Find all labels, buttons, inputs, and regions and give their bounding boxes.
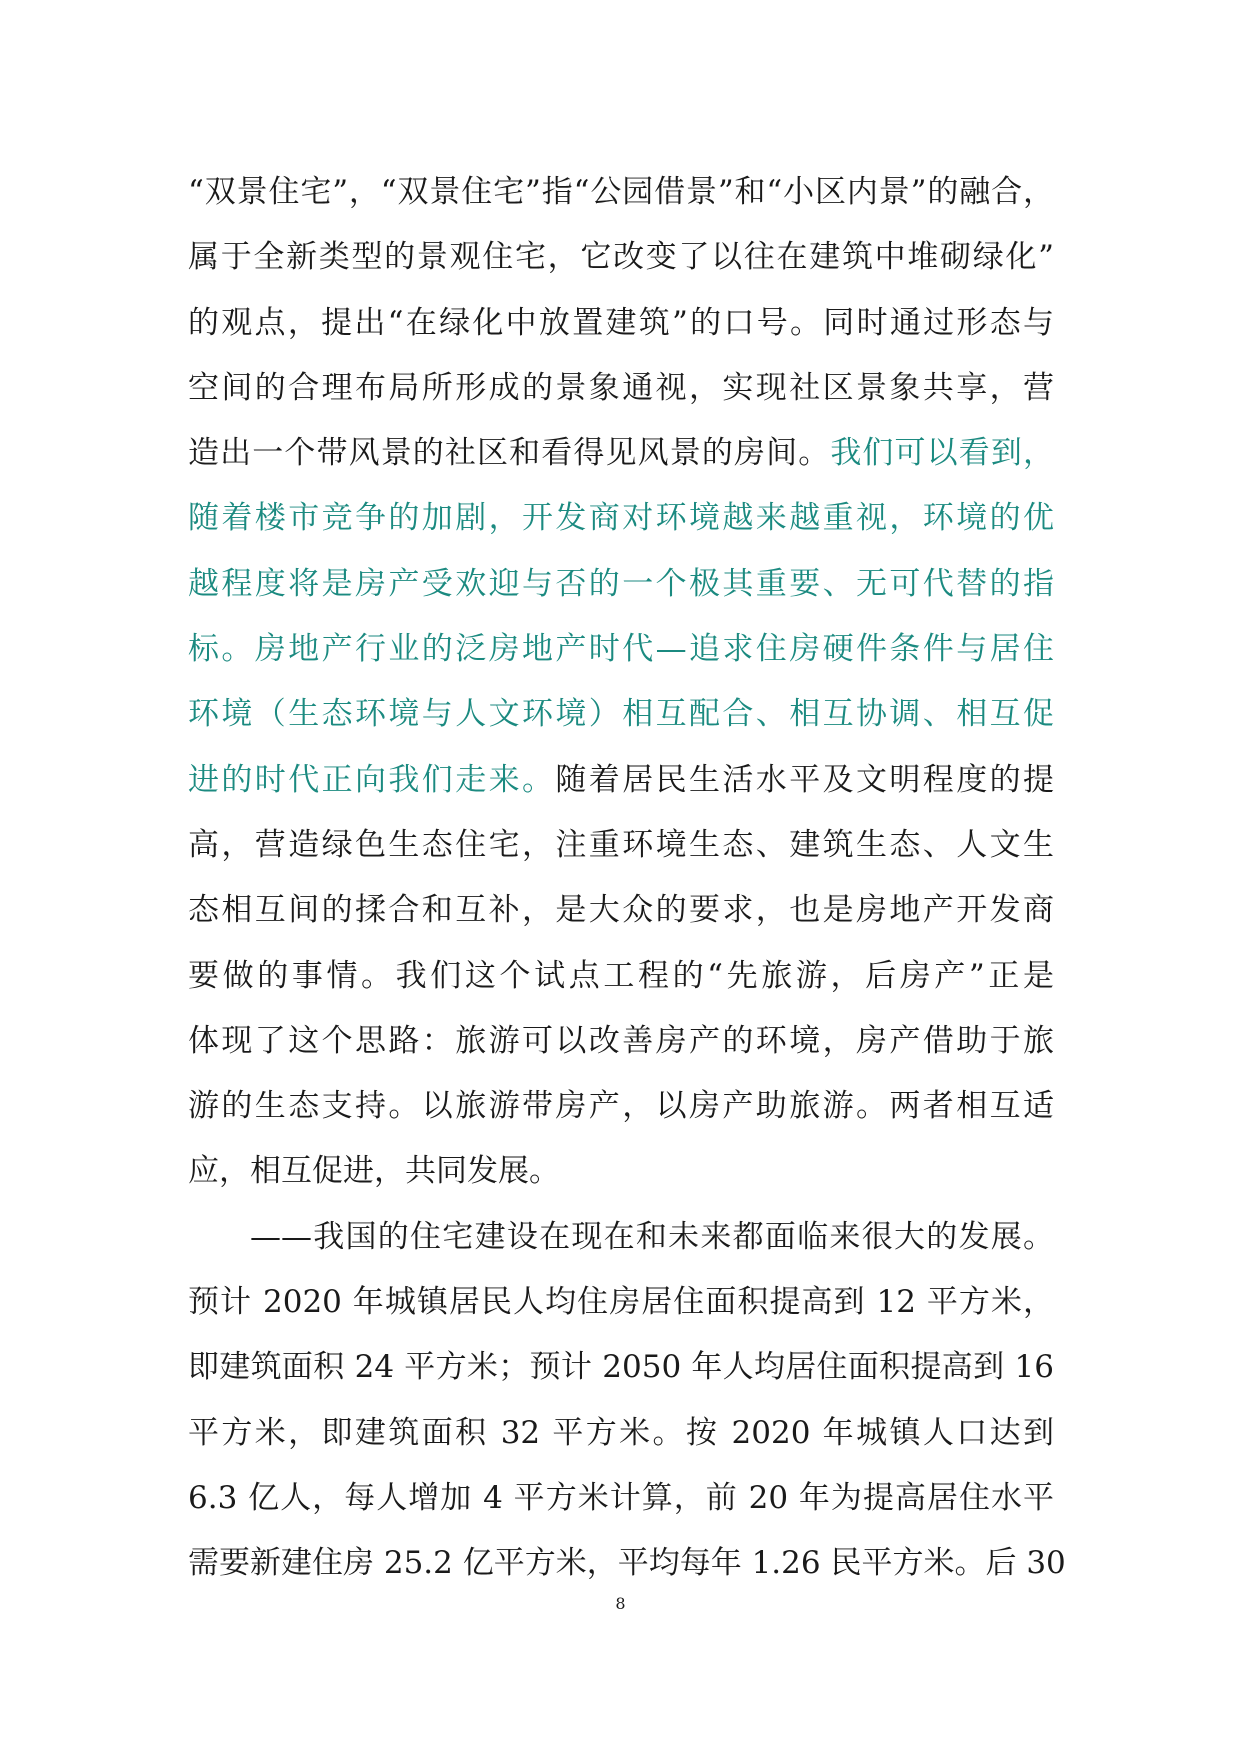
text-line: 平方米，即建筑面积 32 平方米。按 2020 年城镇人口达到 [188,1414,1054,1451]
text-line: 需要新建住房 25.2 亿平方米，平均每年 1.26 民平方米。后 30 [188,1545,1066,1582]
text-line: 空间的合理布局所形成的景象通视，实现社区景象共享，营 [188,369,1054,406]
text-line: 要做的事情。我们这个试点工程的“先旅游，后房产”正是 [188,957,1054,994]
text-line: “双景住宅”，“双景住宅”指“公园借景”和“小区内景”的融合， [188,174,1054,210]
highlighted-text-line: 环境（生态环境与人文环境）相互配合、相互协调、相互促 [188,696,1054,733]
text-line: 属于全新类型的景观住宅，它改变了以往在建筑中堆砌绿化” [188,239,1054,276]
text-line: 即建筑面积 24 平方米；预计 2050 年人均居住面积提高到 16 [188,1349,1054,1386]
text-line-mixed [188,421,1054,486]
highlighted-text-line: 越程度将是房产受欢迎与否的一个极其重要、无可代替的指 [188,565,1054,602]
text-line: 高，营造绿色生态住宅，注重环境生态、建筑生态、人文生 [188,826,1054,863]
text-line: 体现了这个思路：旅游可以改善房产的环境，房产借助于旅 [188,1022,1054,1059]
highlighted-text-line: 标。房地产行业的泛房地产时代—追求住房硬件条件与居住 [188,631,1054,668]
highlighted-text-segment: 我们可以看到， [830,435,1055,472]
paragraph-first-line: ——我国的住宅建设在现在和未来都面临来很大的发展。 [250,1218,1054,1255]
text-line: 6.3 亿人，每人增加 4 平方米计算，前 20 年为提高居住水平 [188,1479,1054,1516]
page-number: 8 [615,1594,626,1613]
text-segment: 随着居民生活水平及文明程度的提 [555,761,1055,798]
highlighted-text-line: 随着楼市竞争的加剧，开发商对环境越来越重视，环境的优 [188,500,1054,537]
body-text [188,160,1066,1597]
text-segment: 造出一个带风景的社区和看得见风景的房间。 [188,435,831,472]
text-line: 态相互间的揉合和互补，是大众的要求，也是房地产开发商 [188,892,1054,929]
text-line: 游的生态支持。以旅游带房产，以房产助旅游。两者相互适 [188,1088,1054,1125]
text-line: 预计 2020 年城镇居民人均住房居住面积提高到 12 平方米， [188,1284,1054,1321]
text-line: 的观点，提出“在绿化中放置建筑”的口号。同时通过形态与 [188,304,1054,341]
text-line-mixed [188,748,1054,813]
text-line: 应，相互促进，共同发展。 [188,1153,560,1190]
highlighted-text-segment: 进的时代正向我们走来。 [188,761,556,798]
